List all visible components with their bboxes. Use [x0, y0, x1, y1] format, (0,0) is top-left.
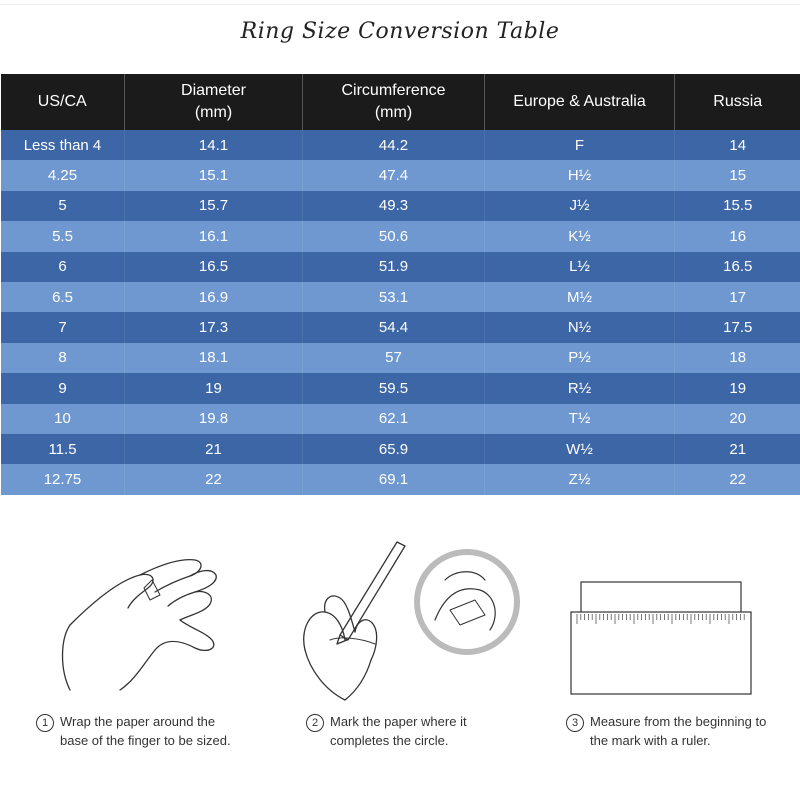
cell-circumference: 69.1	[303, 464, 485, 494]
cell-circumference: 59.5	[303, 373, 485, 403]
cell-russia: 16	[675, 221, 800, 251]
table-row	[1, 252, 800, 282]
cell-europe-australia: H½	[485, 160, 675, 190]
cell-us-ca: 10	[1, 404, 125, 434]
cell-circumference: 65.9	[303, 434, 485, 464]
cell-us-ca: 5.5	[1, 221, 125, 251]
table-row	[1, 312, 800, 342]
cell-europe-australia: M½	[485, 282, 675, 312]
hand-wrap-icon	[40, 540, 240, 710]
header-us-ca: US/CA	[1, 74, 125, 130]
table-header-row	[1, 74, 800, 130]
cell-diameter: 21	[125, 434, 303, 464]
cell-russia: 17	[675, 282, 800, 312]
pen-mark-icon	[285, 540, 525, 710]
header-russia: Russia	[675, 74, 800, 130]
header-diameter: Diameter (mm)	[125, 74, 303, 130]
step-text-3: Measure from the beginning to the mark with a ruler.	[590, 714, 767, 748]
cell-circumference: 44.2	[303, 130, 485, 160]
table-row	[1, 191, 800, 221]
step-number-3: 3	[566, 714, 584, 732]
cell-russia: 22	[675, 464, 800, 494]
cell-europe-australia: J½	[485, 191, 675, 221]
cell-europe-australia: L½	[485, 252, 675, 282]
cell-us-ca: 7	[1, 312, 125, 342]
table-body	[1, 130, 800, 495]
cell-diameter: 15.7	[125, 191, 303, 221]
cell-diameter: 16.9	[125, 282, 303, 312]
table-row	[1, 282, 800, 312]
cell-circumference: 57	[303, 343, 485, 373]
ring-size-table	[0, 74, 800, 495]
instruction-step-2	[306, 712, 467, 750]
cell-us-ca: 11.5	[1, 434, 125, 464]
cell-russia: 21	[675, 434, 800, 464]
cell-diameter: 15.1	[125, 160, 303, 190]
header-circumference: Circumference (mm)	[303, 74, 485, 130]
table-row	[1, 221, 800, 251]
cell-europe-australia: W½	[485, 434, 675, 464]
title-divider	[0, 4, 800, 5]
instruction-step-1	[36, 712, 231, 750]
cell-europe-australia: Z½	[485, 464, 675, 494]
cell-diameter: 16.5	[125, 252, 303, 282]
cell-europe-australia: K½	[485, 221, 675, 251]
table-row	[1, 464, 800, 494]
page-title: Ring Size Conversion Table	[240, 19, 560, 44]
cell-us-ca: 8	[1, 343, 125, 373]
cell-circumference: 50.6	[303, 221, 485, 251]
cell-circumference: 47.4	[303, 160, 485, 190]
cell-diameter: 19	[125, 373, 303, 403]
cell-europe-australia: T½	[485, 404, 675, 434]
cell-diameter: 18.1	[125, 343, 303, 373]
cell-us-ca: 5	[1, 191, 125, 221]
step-text-2: Mark the paper where it completes the circle.	[330, 714, 467, 748]
cell-circumference: 51.9	[303, 252, 485, 282]
cell-russia: 20	[675, 404, 800, 434]
cell-russia: 15	[675, 160, 800, 190]
cell-us-ca: 12.75	[1, 464, 125, 494]
cell-diameter: 16.1	[125, 221, 303, 251]
cell-diameter: 19.8	[125, 404, 303, 434]
cell-russia: 19	[675, 373, 800, 403]
table-row	[1, 130, 800, 160]
cell-diameter: 17.3	[125, 312, 303, 342]
cell-russia: 15.5	[675, 191, 800, 221]
cell-us-ca: 6.5	[1, 282, 125, 312]
cell-russia: 14	[675, 130, 800, 160]
cell-diameter: 14.1	[125, 130, 303, 160]
cell-europe-australia: R½	[485, 373, 675, 403]
table-row	[1, 404, 800, 434]
cell-circumference: 49.3	[303, 191, 485, 221]
header-europe-australia: Europe & Australia	[485, 74, 675, 130]
cell-us-ca: 9	[1, 373, 125, 403]
cell-us-ca: 4.25	[1, 160, 125, 190]
table-row	[1, 373, 800, 403]
table-row	[1, 160, 800, 190]
cell-circumference: 62.1	[303, 404, 485, 434]
cell-russia: 16.5	[675, 252, 800, 282]
cell-us-ca: 6	[1, 252, 125, 282]
cell-europe-australia: N½	[485, 312, 675, 342]
table-row	[1, 343, 800, 373]
cell-russia: 17.5	[675, 312, 800, 342]
ruler-icon	[565, 540, 765, 710]
table-row	[1, 434, 800, 464]
cell-russia: 18	[675, 343, 800, 373]
cell-circumference: 54.4	[303, 312, 485, 342]
step-number-1: 1	[36, 714, 54, 732]
cell-diameter: 22	[125, 464, 303, 494]
cell-us-ca: Less than 4	[1, 130, 125, 160]
instruction-step-3	[566, 712, 766, 750]
cell-europe-australia: F	[485, 130, 675, 160]
step-text-1: Wrap the paper around the base of the finger to be sized.	[60, 714, 231, 748]
cell-europe-australia: P½	[485, 343, 675, 373]
cell-circumference: 53.1	[303, 282, 485, 312]
step-number-2: 2	[306, 714, 324, 732]
